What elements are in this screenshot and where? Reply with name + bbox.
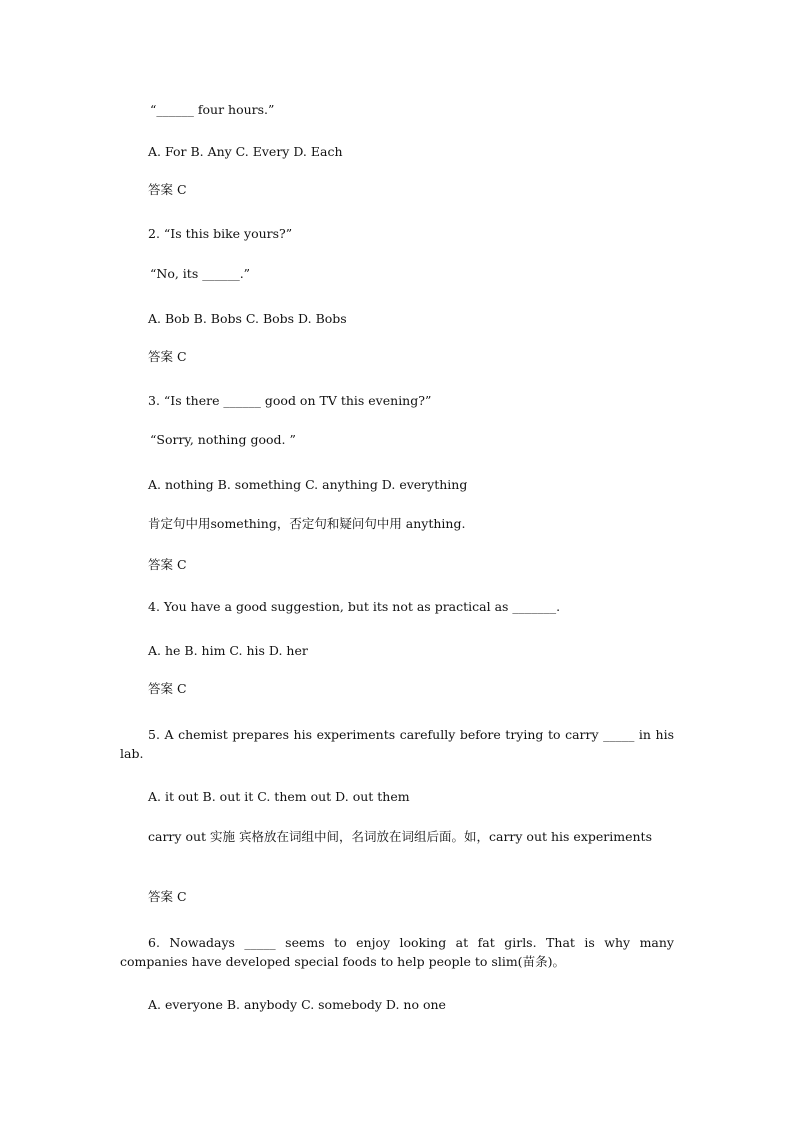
q5-answer: 答案 C — [148, 889, 187, 904]
q4-stem: 4. You have a good suggestion, but its not as practical as _______. — [148, 599, 561, 614]
q5-options: A. it out B. out it C. them out D. out them — [148, 789, 410, 804]
q3-reply: “Sorry, nothing good. ” — [150, 432, 296, 447]
q1-options: A. For B. Any C. Every D. Each — [148, 144, 343, 159]
q2-stem: 2. “Is this bike yours?” — [148, 226, 293, 241]
q4-answer: 答案 C — [148, 681, 187, 696]
q3-stem: 3. “Is there ______ good on TV this evening?” — [148, 393, 432, 408]
q5-stem: 5. A chemist prepares his experiments carefully before trying to carry _____ in his lab. — [120, 727, 674, 761]
q6-stem: 6. Nowadays _____ seems to enjoy looking at fat girls. That is why many companies have developed special foods to help people to slim(苗条)。 — [120, 935, 674, 969]
q3-answer: 答案 C — [148, 557, 187, 572]
q3-options: A. nothing B. something C. anything D. everything — [148, 477, 468, 492]
q2-reply: “No, its ______.” — [150, 266, 251, 281]
q2-answer: 答案 C — [148, 349, 187, 364]
q5-note: carry out 实施 宾格放在词组中间，名词放在词组后面。如，carry out his experiments — [148, 829, 652, 844]
q1-stem-end: “______ four hours.” — [150, 102, 275, 117]
q2-options: A. Bob B. Bobs C. Bobs D. Bobs — [148, 311, 347, 326]
q3-note: 肯定句中用something，否定句和疑问句中用 anything. — [148, 516, 466, 531]
q4-options: A. he B. him C. his D. her — [148, 643, 308, 658]
q6-options: A. everyone B. anybody C. somebody D. no one — [148, 997, 446, 1012]
q1-answer: 答案 C — [148, 182, 187, 197]
